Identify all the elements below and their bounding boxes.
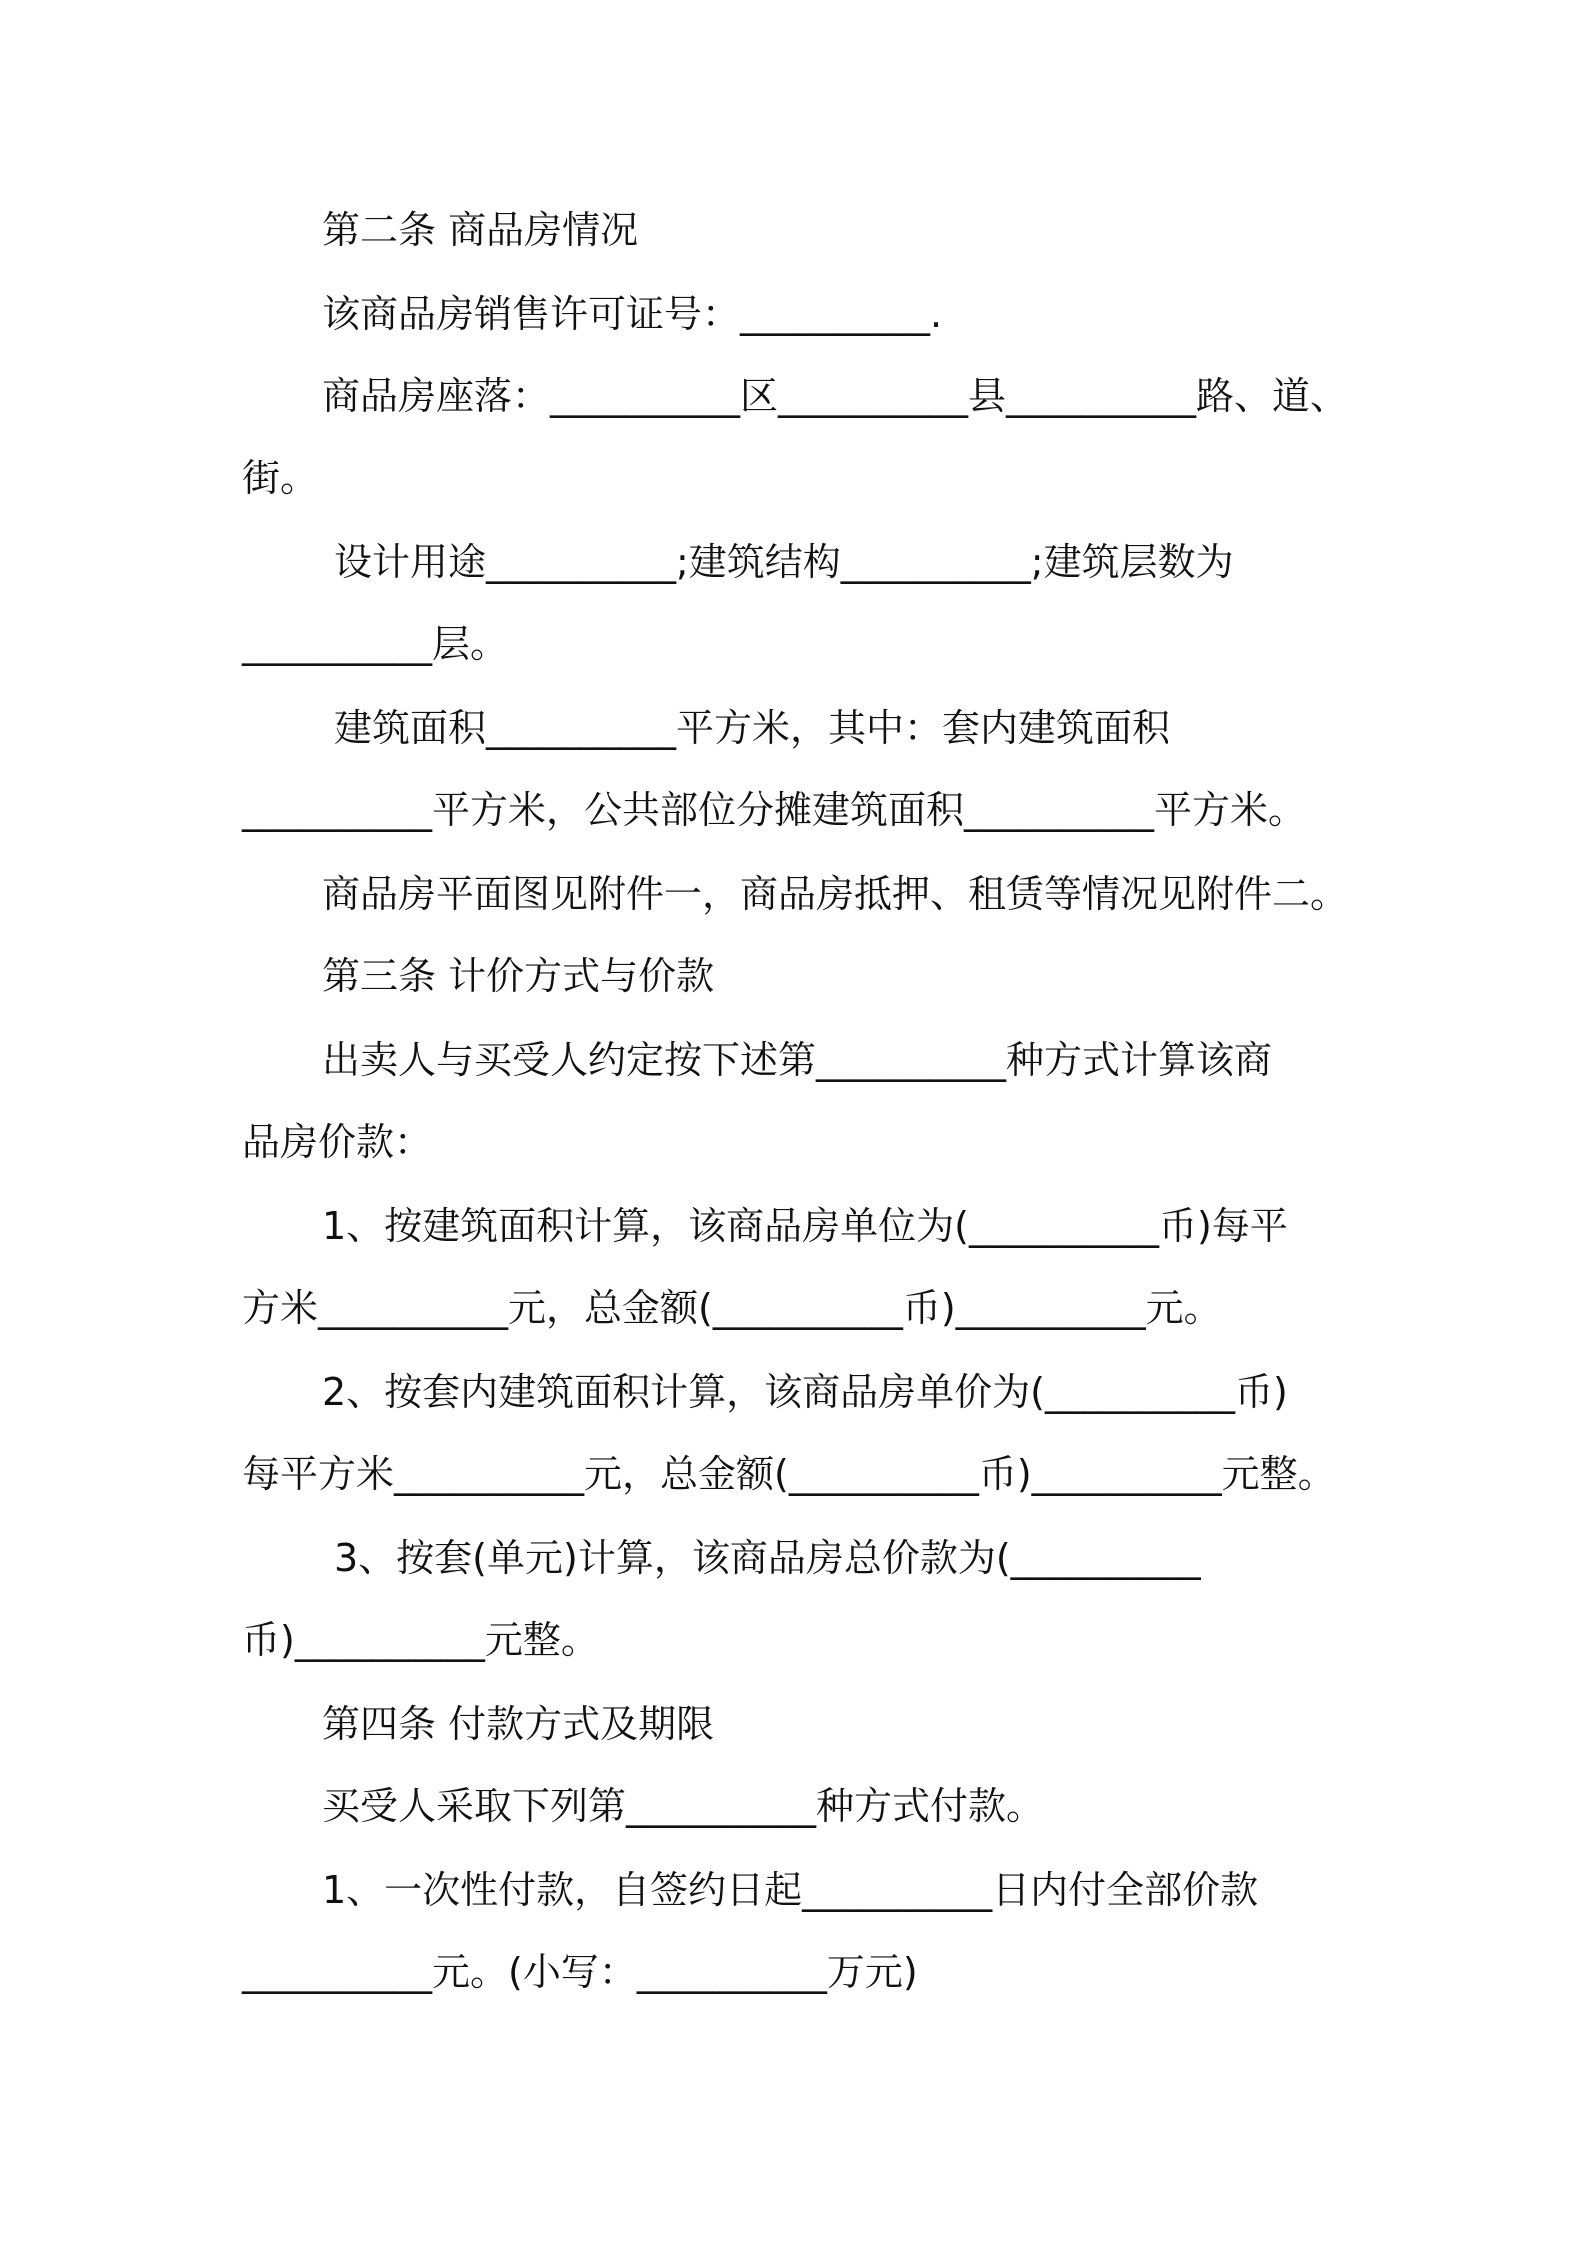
property-location-line-cont: 街。	[242, 456, 319, 500]
building-area-line-cont: __________平方米，公共部位分摊建筑面积__________平方米。	[242, 788, 1307, 832]
payment-option-1-line: 1、一次性付款，自签约日起__________日内付全部价款	[322, 1868, 1259, 1912]
pricing-option-1-line-cont: 方米__________元，总金额(__________币)__________元。	[242, 1286, 1222, 1330]
pricing-option-1-line: 1、按建筑面积计算，该商品房单位为(__________币)每平	[322, 1204, 1288, 1248]
section-heading-article-3: 第三条 计价方式与价款	[322, 954, 715, 998]
section-heading-article-4: 第四条 付款方式及期限	[322, 1702, 715, 1746]
pricing-method-line: 出卖人与买受人约定按下述第__________种方式计算该商	[322, 1038, 1273, 1082]
design-use-line: 设计用途__________;建筑结构__________;建筑层数为	[334, 540, 1234, 584]
property-location-line: 商品房座落：__________区__________县__________路、道、	[322, 374, 1349, 418]
pricing-option-3-line: 3、按套(单元)计算，该商品房总价款为(__________	[334, 1536, 1201, 1580]
pricing-option-2-line-cont: 每平方米__________元，总金额(__________币)__________元整。	[242, 1452, 1336, 1496]
pricing-method-line-cont: 品房价款：	[242, 1120, 433, 1164]
design-use-line-cont: __________层。	[242, 622, 509, 666]
building-area-line: 建筑面积__________平方米，其中：套内建筑面积	[334, 706, 1171, 750]
payment-method-line: 买受人采取下列第__________种方式付款。	[322, 1784, 1045, 1828]
payment-option-1-line-cont: __________元。(小写：__________万元)	[242, 1950, 918, 1994]
sales-permit-line: 该商品房销售许可证号：__________.	[322, 292, 943, 336]
floor-plan-attachment-line: 商品房平面图见附件一，商品房抵押、租赁等情况见附件二。	[322, 872, 1349, 916]
pricing-option-3-line-cont: 币)__________元整。	[242, 1618, 599, 1662]
section-heading-article-2: 第二条 商品房情况	[322, 208, 639, 252]
pricing-option-2-line: 2、按套内建筑面积计算，该商品房单价为(__________币)	[322, 1370, 1288, 1414]
